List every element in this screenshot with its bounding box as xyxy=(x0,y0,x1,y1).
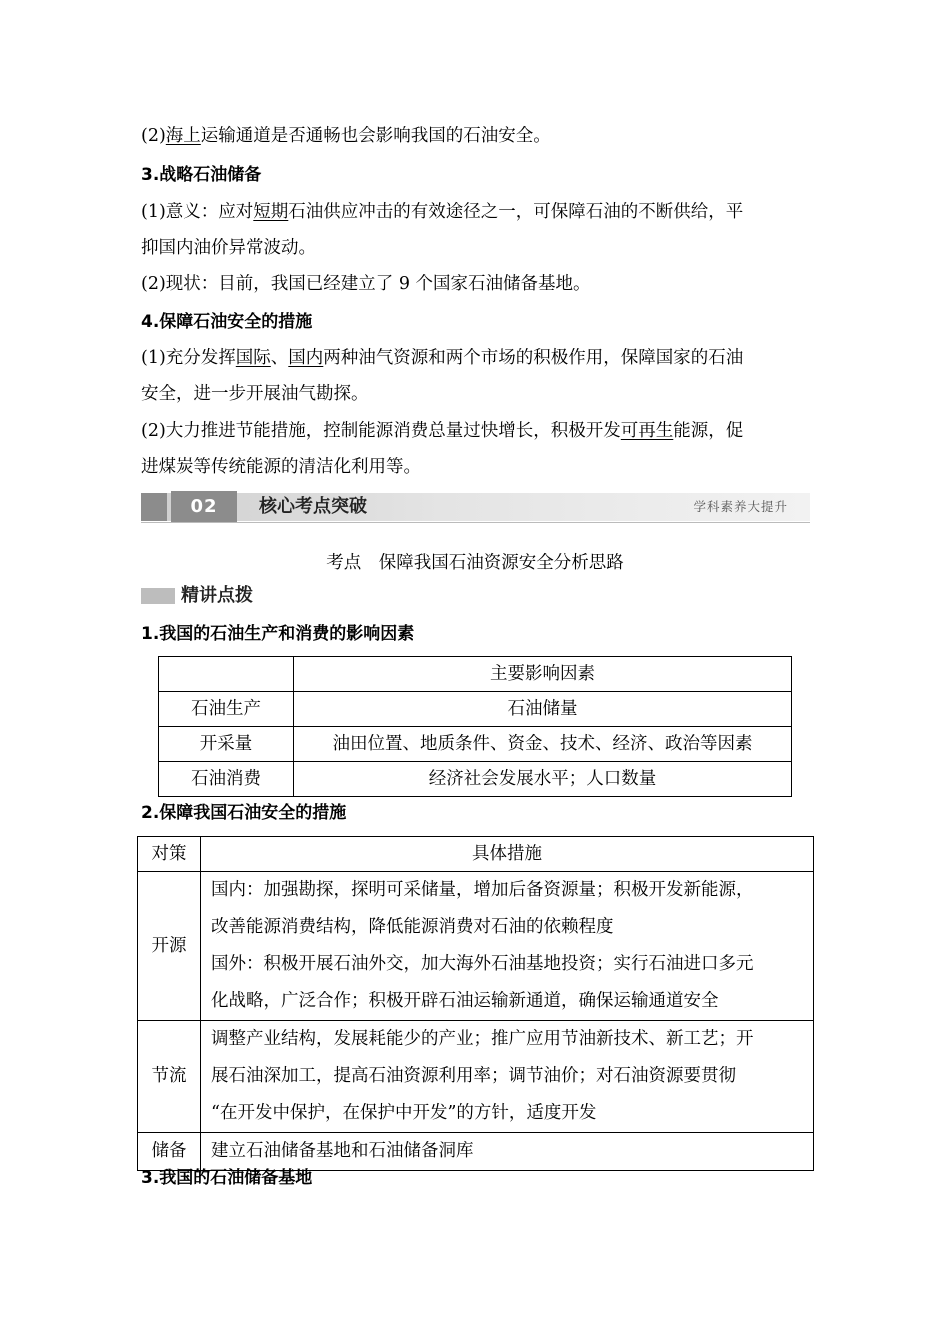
banner-subtitle: 学科素养大提升 xyxy=(693,499,788,514)
table-row xyxy=(159,762,792,797)
table-header-cell: 具体措施 xyxy=(201,837,814,872)
table-header-cell: 对策 xyxy=(138,837,201,872)
factors-table xyxy=(158,656,792,797)
paragraph-line: 安全，进一步开展油气勘探。 xyxy=(141,384,369,404)
underlined-keyword: 海上 xyxy=(165,126,201,146)
paragraph-line xyxy=(141,200,743,224)
text: (2) xyxy=(141,126,166,146)
table-row xyxy=(159,727,792,762)
text: 石油供应冲击的有效途径之一，可保障石油的不断供给，平 xyxy=(288,202,744,222)
heading-table1: 1.我国的石油生产和消费的影响因素 xyxy=(141,624,415,644)
table-header-cell: 主要影响因素 xyxy=(294,657,792,692)
text: 、 xyxy=(270,348,289,368)
table-cell xyxy=(159,657,294,692)
paragraph-line: (2)现状：目前，我国已经建立了 9 个国家石油储备基地。 xyxy=(141,274,591,294)
banner-title: 核心考点突破 xyxy=(259,496,367,517)
tag-bar xyxy=(141,588,175,604)
measures-table xyxy=(137,836,814,1171)
text: (1)意义：应对 xyxy=(141,202,254,222)
paragraph-line xyxy=(141,124,551,148)
table-cell: 开采量 xyxy=(159,727,294,762)
paragraph-line xyxy=(141,346,743,370)
text: (1)充分发挥 xyxy=(141,348,236,368)
heading-reserve-bases: 3.我国的石油储备基地 xyxy=(141,1168,313,1188)
banner-accent xyxy=(141,493,167,521)
tag-label: 精讲点拨 xyxy=(181,585,253,606)
table-row xyxy=(138,1133,814,1171)
cell-line: 国外：积极开展石油外交，加大海外石油基地投资；实行石油进口多元 xyxy=(211,954,754,974)
table-row xyxy=(138,837,814,872)
underlined-keyword: 国际 xyxy=(235,348,271,368)
table-row xyxy=(159,657,792,692)
text: 运输通道是否通畅也会影响我国的石油安全。 xyxy=(200,126,551,146)
table-cell xyxy=(201,1133,814,1171)
heading-table2: 2.保障我国石油安全的措施 xyxy=(141,803,347,823)
table-cell: 开源 xyxy=(138,872,201,1021)
cell-line: 化战略，广泛合作；积极开辟石油运输新通道，确保运输通道安全 xyxy=(211,991,719,1011)
text: 能源，促 xyxy=(673,421,744,441)
table-cell: 石油储量 xyxy=(294,692,792,727)
paragraph-line: 抑国内油价异常波动。 xyxy=(141,238,316,258)
table-cell: 经济社会发展水平；人口数量 xyxy=(294,762,792,797)
table-row xyxy=(138,1021,814,1133)
cell-line: 国内：加强勘探，探明可采储量，增加后备资源量；积极开发新能源， xyxy=(211,880,754,900)
topic-title: 考点 保障我国石油资源安全分析思路 xyxy=(326,553,624,573)
heading-security-measures: 4.保障石油安全的措施 xyxy=(141,312,313,332)
section-banner xyxy=(141,491,810,523)
underlined-keyword: 可再生 xyxy=(620,421,674,441)
table-cell: 节流 xyxy=(138,1021,201,1133)
cell-line: 改善能源消费结构，降低能源消费对石油的依赖程度 xyxy=(211,917,614,937)
cell-line: “在开发中保护，在保护中开发”的方针，适度开发 xyxy=(211,1103,597,1123)
paragraph-line: 进煤炭等传统能源的清洁化利用等。 xyxy=(141,457,421,477)
table-cell xyxy=(201,1021,814,1133)
banner-rule xyxy=(141,522,810,523)
table-cell: 储备 xyxy=(138,1133,201,1171)
cell-line: 建立石油储备基地和石油储备洞库 xyxy=(211,1141,474,1161)
text: 两种油气资源和两个市场的积极作用，保障国家的石油 xyxy=(323,348,744,368)
table-row xyxy=(138,872,814,1021)
cell-line: 调整产业结构，发展耗能少的产业；推广应用节油新技术、新工艺；开 xyxy=(211,1029,754,1049)
table-row xyxy=(159,692,792,727)
text: (2)大力推进节能措施，控制能源消费总量过快增长，积极开发 xyxy=(141,421,621,441)
table-cell: 石油生产 xyxy=(159,692,294,727)
paragraph-line xyxy=(141,419,743,443)
table-cell: 油田位置、地质条件、资金、技术、经济、政治等因素 xyxy=(294,727,792,762)
underlined-keyword: 短期 xyxy=(253,202,289,222)
underlined-keyword: 国内 xyxy=(288,348,324,368)
banner-number: 02 xyxy=(171,491,237,523)
cell-line: 展石油深加工，提高石油资源利用率；调节油价；对石油资源要贯彻 xyxy=(211,1066,736,1086)
table-cell xyxy=(201,872,814,1021)
heading-strategic-reserve: 3.战略石油储备 xyxy=(141,165,262,185)
table-cell: 石油消费 xyxy=(159,762,294,797)
